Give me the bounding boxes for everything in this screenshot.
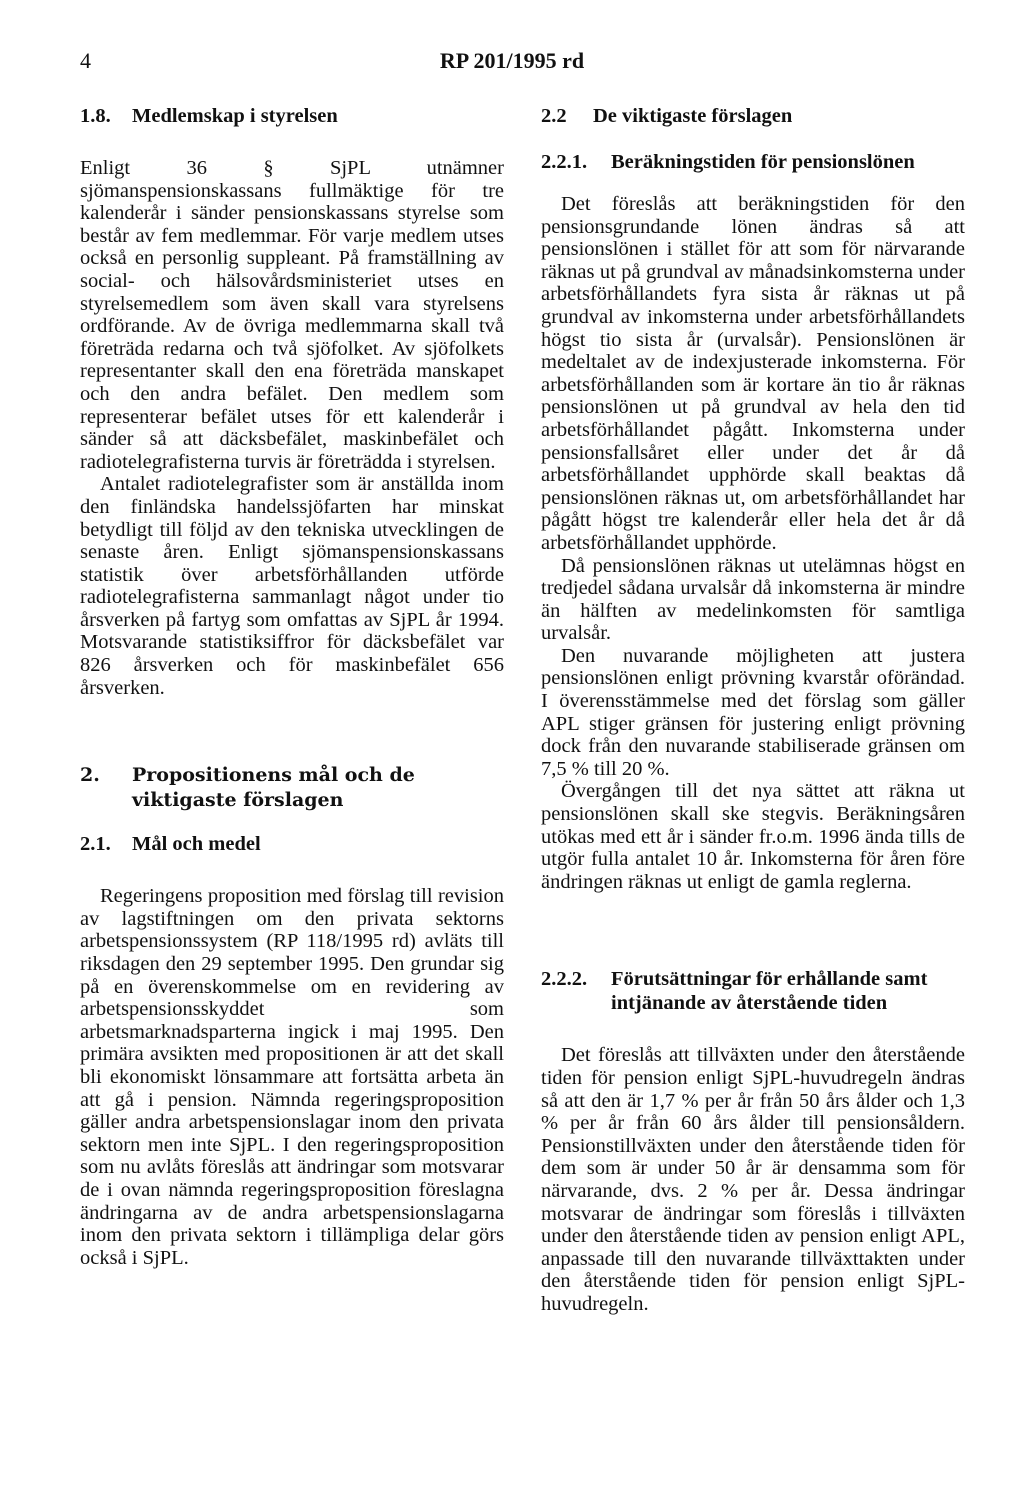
paragraph: Det föreslås att tillväxten under den återstående tiden för pension enligt SjPL-huvudregeln ändras så att den är 1,7 % per år från 50 års ålder och 1,3 % per år från 60 års ålder till pensionsåldern. Pensionstillväxten under den återstående tiden för dem som är under 50 år är densamma som för närvarande, dvs. 2 % per år. Dessa ändringar motsvarar de ändringar som föreslås i tillväxten under den återstående tiden av pension enligt APL, anpassade till den nuvarande tillväxttakten under den återstående tiden för pension enligt SjPL-huvudregeln. xyxy=(541,1044,965,1315)
paragraph: Den nuvarande möjligheten att justera pensionslönen enligt prövning kvarstår oförändad. I överensstämmelse med det förslag som gäller APL stiger gränsen för justering enligt prövning dock från den nuvarande stabiliserade gränsen om 7,5 % till 20 %. xyxy=(541,644,965,780)
section-number: 2.2 xyxy=(541,105,567,127)
paragraph: Då pensionslönen räknas ut utelämnas högst en tredjedel sådana urvalsår då inkomsterna är mindre än hälften av medelinkomsten för samtliga urvalsår. xyxy=(541,554,965,645)
section-1-8-heading xyxy=(80,104,504,128)
section-number: 2.2.2. xyxy=(541,968,588,991)
section-2-2-heading xyxy=(541,104,965,128)
section-2-heading xyxy=(80,763,504,813)
section-number: 2. xyxy=(80,764,100,787)
section-title: De viktigaste förslagen xyxy=(593,105,793,127)
left-column xyxy=(80,104,504,1269)
section-2-2-2-heading xyxy=(541,967,965,1015)
section-number: 1.8. xyxy=(80,105,111,127)
section-title: Propositionens mål och de viktigaste förslagen xyxy=(132,764,415,812)
right-column xyxy=(541,104,965,1316)
section-2-1-heading xyxy=(80,832,504,856)
section-title: Mål och medel xyxy=(132,833,261,856)
paragraph: Övergången till det nya sättet att räkna ut pensionslönen skall ske stegvis. Beräkningsåren utökas med ett år i sänder fr.o.m. 1996 ända tills de utgör fulla antalet 10 år. Inkomsterna för åren före ändringen räknas ut enligt de gamla reglerna. xyxy=(541,780,965,893)
paragraph: Antalet radiotelegrafister som är anställda inom den finländska handelssjöfarten har minskat betydligt till följd av den tekniska utvecklingen de senaste åren. Enligt sjömanspensionskassans statistik över arbetsförhållanden utförde radiotelegrafisterna sammanlagt något under tio årsverken på fartyg som omfattas av SjPL år 1994. Motsvarande statistiksiffror för däcksbefälet var 826 årsverken och för maskinbefälet 656 årsverken. xyxy=(80,473,504,699)
page-number: 4 xyxy=(80,48,91,73)
section-title: Beräkningstiden för pensionslönen xyxy=(611,151,915,173)
paragraph: Enligt 36 § SjPL utnämner sjömanspensionskassans fullmäktige för tre kalenderår i sänder pensionskassans styrelse som består av fem medlemmar. För varje medlem utses också en personlig suppleant. På framställning av social- och hälsovårdsministeriet utses en styrelsemedlem som även skall vara styrelsens ordförande. Av de övriga medlemmarna skall två företräda redarna och två sjöfolket. Av sjöfolkets representanter skall den ena företräda manskapet och den andra befälet. Den medlem som representerar befälet utses för ett kalenderår i sänder så att däcksbefälet, maskinbefälet och radiotelegrafisterna turvis är företrädda i styrelsen. xyxy=(80,157,504,473)
section-title: Medlemskap i styrelsen xyxy=(132,105,338,127)
running-head: RP 201/1995 rd xyxy=(439,48,585,73)
paragraph: Det föreslås att beräkningstiden för den pensionsgrundande lönen ändras så att pensionslönen i stället för att som för närvarande räknas ut på grundval av månadsinkomsterna under arbetsförhållandets fyra sista år räknas ut på grundval av inkomsterna under arbetsförhållandets högst tio sista år (urvalsår). Pensionslönen är medeltalet av de indexjusterade inkomsterna. För arbetsförhållanden som är kortare än tio år räknas pensionslönen ut på grundval av hela den tid arbetsförhållandet pågått. Inkomsterna under pensionsfallsåret eller under det år då arbetsförhållandet upphörde skall beaktas då pensionslönen räknas ut, om arbetsförhållandet har pågått högst tre kalenderår eller hela det år då arbetsförhållandet upphörde. xyxy=(541,193,965,554)
paragraph: Regeringens proposition med förslag till revision av lagstiftningen om den privata sektorns arbetspensionssystem (RP 118/1995 rd) avläts till riksdagen den 29 september 1995. Den grundar sig på en överenskommelse om en revidering av arbetspensionsskyddet som arbetsmarknadsparterna ingick i maj 1995. Den primära avsikten med propositionen är att det skall bli ekonomiskt lönsammare att fortsätta arbeta än att gå i pension. Nämnda regeringsproposition gäller andra arbetspensionslagar inom den privata sektorn men inte SjPL. I den regeringsproposition som nu avlåts föreslås att ändringar som motsvarar de i ovan nämnda regeringsproposition föreslagna ändringarna av de andra arbetspensionslagarna inom den privata sektorn i tillämpliga delar görs också i SjPL. xyxy=(80,885,504,1269)
section-number: 2.2.1. xyxy=(541,151,588,173)
section-2-2-1-heading xyxy=(541,150,965,174)
section-title: Förutsättningar för erhållande samt intjänande av återstående tiden xyxy=(611,968,928,1015)
section-number: 2.1. xyxy=(80,833,111,856)
